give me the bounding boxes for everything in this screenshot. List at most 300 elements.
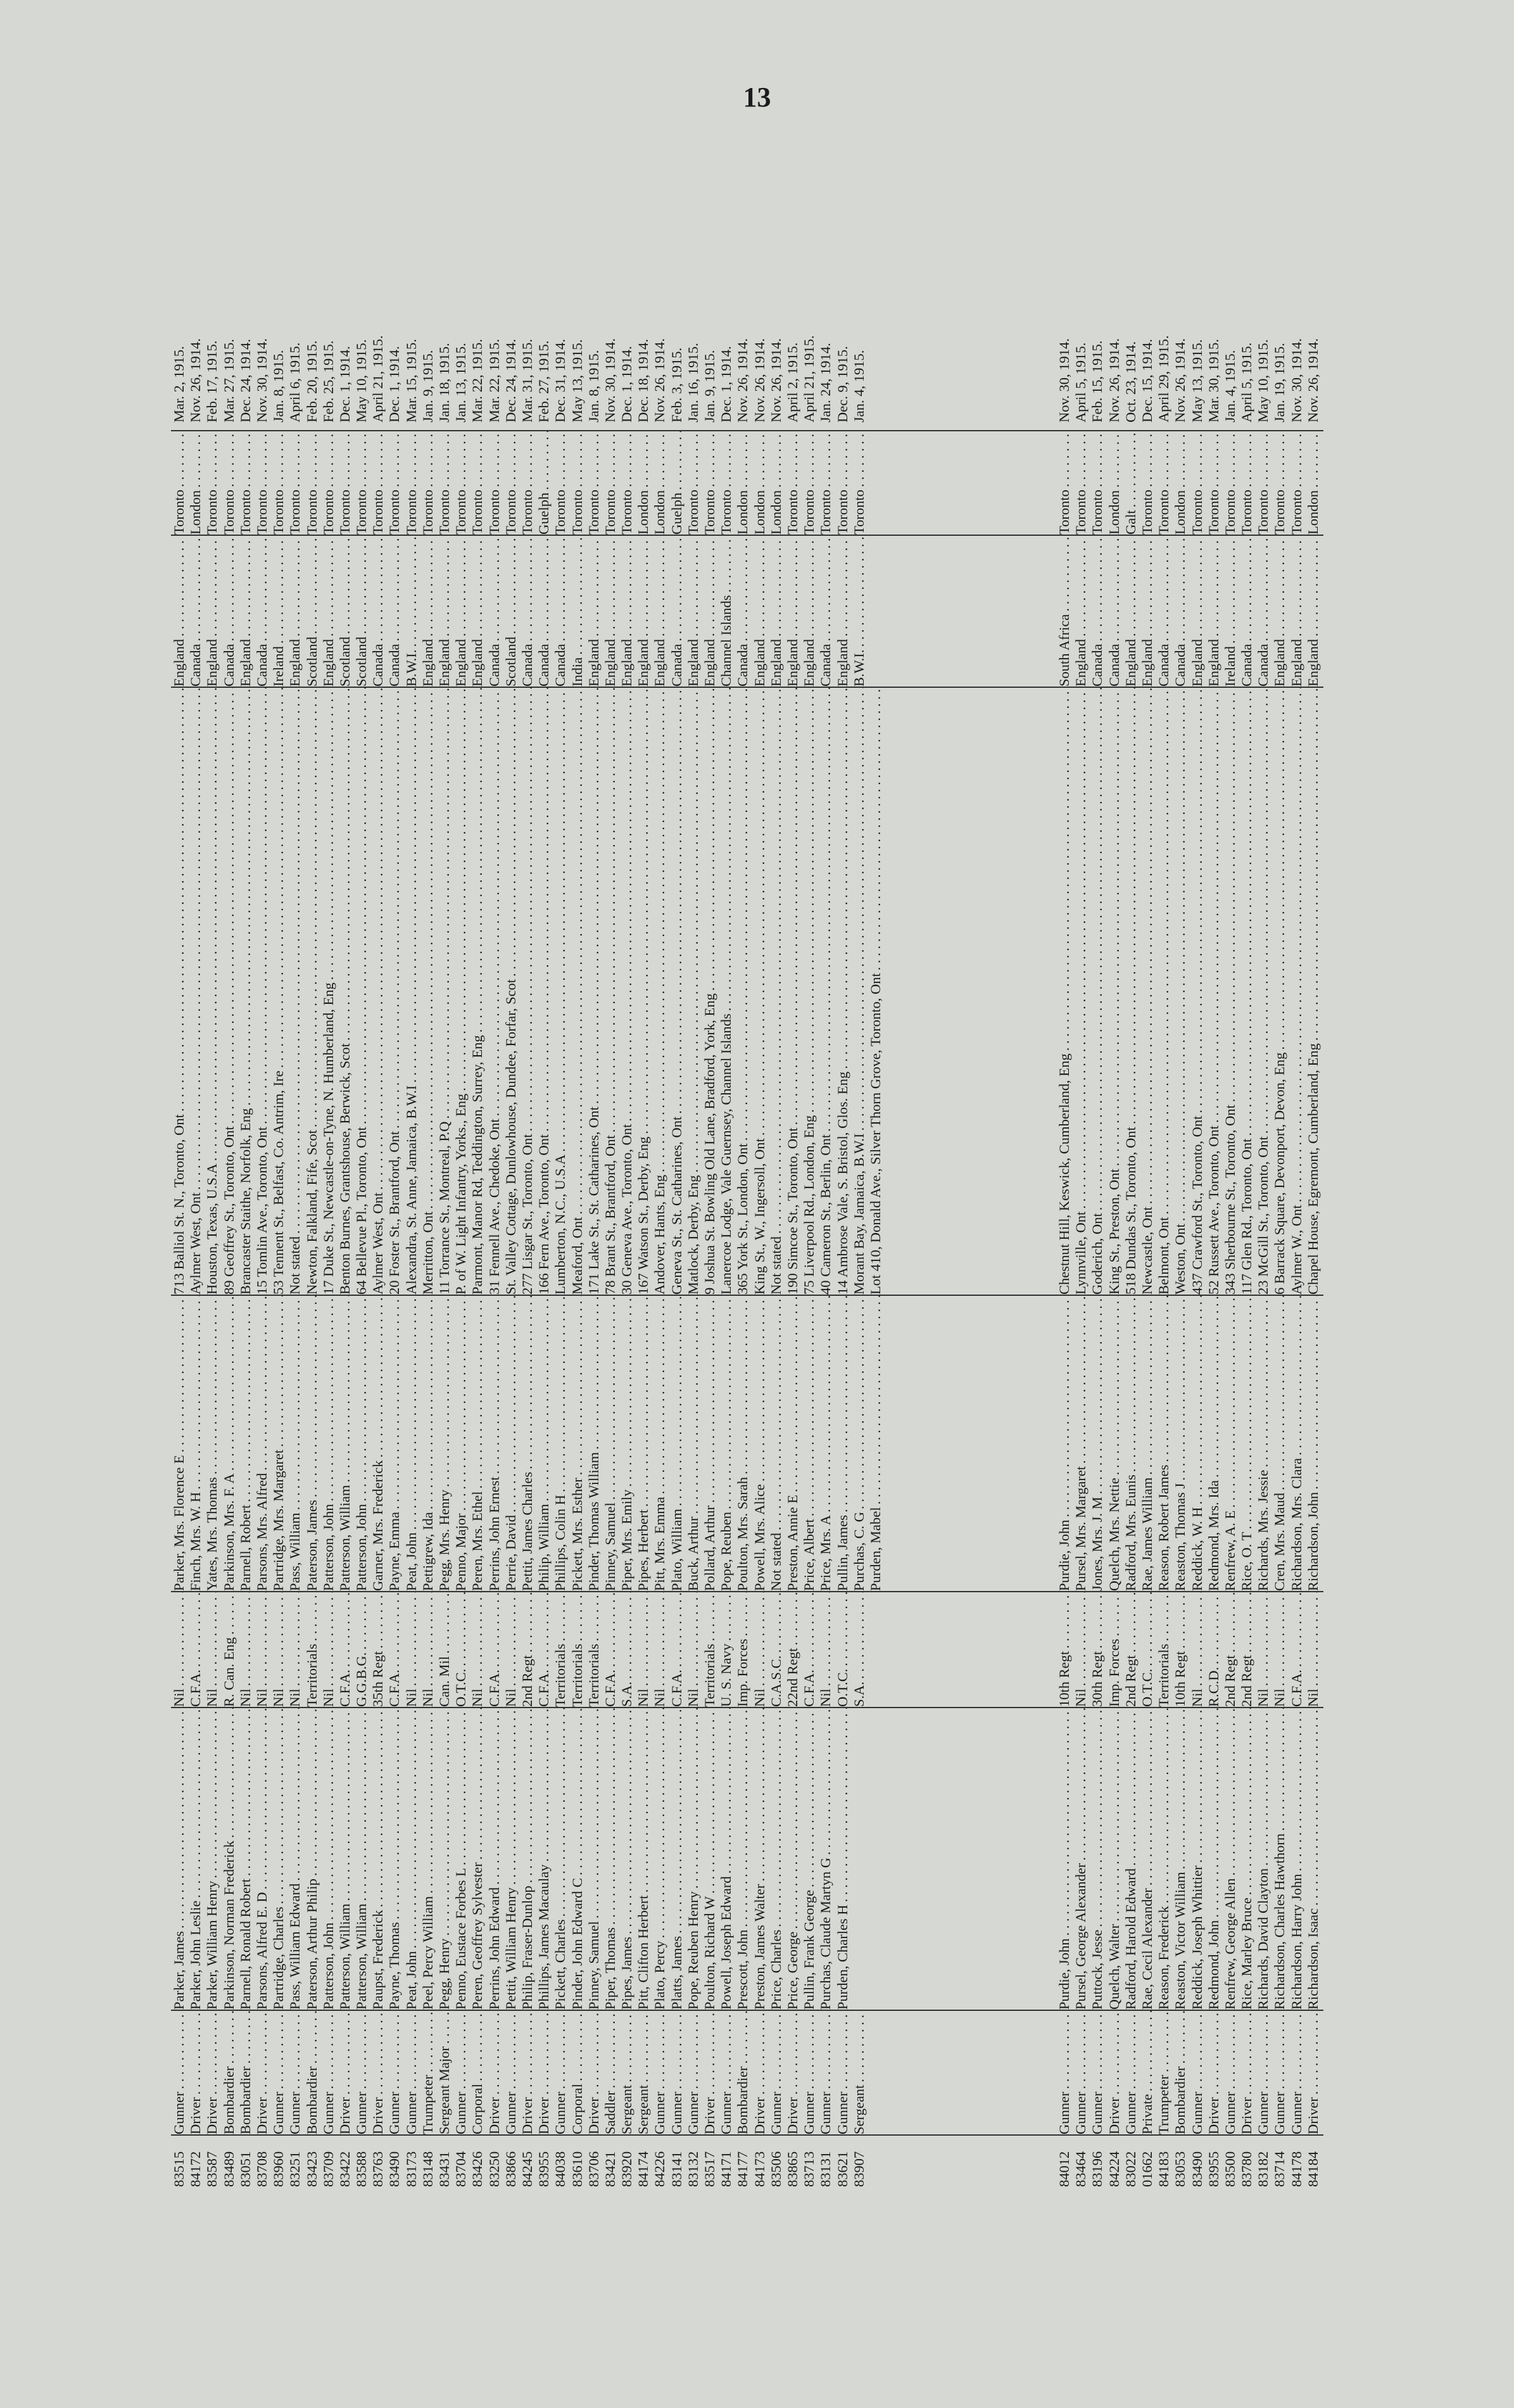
former-corps-cell: 2nd Regt . . .: [1239, 1592, 1255, 1708]
table-row: [867, 143, 884, 2188]
next-of-kin-cell: Quelch, Mrs. Nettie . . .: [1106, 1296, 1123, 1592]
country-of-birth-cell: England . . .: [1189, 536, 1206, 688]
table-row: [304, 143, 320, 2188]
place-of-enlistment-cell: Toronto . . .: [1073, 431, 1089, 536]
former-corps-cell: R.C.D. . . .: [1206, 1592, 1222, 1708]
next-of-kin-address-cell: 75 Liverpool Rd., London, Eng . . .: [801, 688, 817, 1296]
next-of-kin-address-cell: Aylmer West, Ont . . .: [370, 688, 386, 1296]
former-corps-cell: C.F.A. . . .: [602, 1592, 619, 1708]
rank-cell: Gunner . . .: [1222, 2011, 1239, 2136]
next-of-kin-address-cell: Goderich, Ont . . .: [1089, 688, 1106, 1296]
place-of-enlistment-cell: Toronto . . .: [552, 431, 569, 536]
rank-cell: Gunner . . .: [320, 2011, 337, 2136]
rank-cell: Sergeant . . .: [619, 2011, 635, 2136]
table-row: [469, 143, 486, 2188]
date-of-enlistment-cell: Feb. 17, 1915.: [204, 340, 220, 422]
country-of-birth-cell: Canada . . .: [536, 536, 552, 688]
place-of-enlistment-cell: Toronto . . .: [503, 431, 519, 536]
date-of-enlistment-cell: Dec. 9, 1915.: [834, 346, 850, 422]
soldier-name-cell: Pullin, Frank George . . .: [801, 1708, 817, 2011]
regimental-number-cell: 83251: [287, 2151, 303, 2187]
soldier-name-cell: Purdie, John . . .: [1056, 1708, 1073, 2011]
former-corps-cell: C.F.A. . . .: [669, 1592, 685, 1708]
nominal-roll-table: [171, 143, 1323, 2188]
place-of-enlistment-cell: Toronto . . .: [337, 431, 353, 536]
country-of-birth-cell: England . . .: [469, 536, 486, 688]
next-of-kin-address-cell: King St., W., Ingersoll, Ont . . .: [752, 688, 768, 1296]
rank-cell: Driver . . .: [370, 2011, 386, 2136]
place-of-enlistment-cell: Toronto . . .: [370, 431, 386, 536]
soldier-name-cell: Parkinson, Norman Frederick . . .: [221, 1708, 237, 2011]
regimental-number-cell: 83713: [801, 2151, 817, 2187]
country-of-birth-cell: England . . .: [171, 536, 187, 688]
next-of-kin-address-cell: 713 Balliol St. N., Toronto, Ont . . .: [171, 688, 187, 1296]
table-row: [1106, 143, 1123, 2188]
former-corps-cell: [867, 1592, 884, 1708]
soldier-name-cell: Pinder, John Edward C . . .: [569, 1708, 586, 2011]
next-of-kin-address-cell: Belmont, Ont . . .: [1156, 688, 1172, 1296]
former-corps-cell: Nil . . .: [1189, 1592, 1206, 1708]
table-row: [420, 143, 436, 2188]
next-of-kin-address-cell: Weston, Ont . . .: [1172, 688, 1189, 1296]
soldier-name-cell: Parnell, Ronald Robert . . .: [237, 1708, 254, 2011]
rank-cell: Gunner . . .: [270, 2011, 287, 2136]
former-corps-cell: Can. Mil . . .: [436, 1592, 453, 1708]
table-row: [237, 143, 254, 2188]
date-of-enlistment-cell: Nov. 26, 1914.: [751, 338, 767, 422]
former-corps-cell: Nil . . .: [320, 1592, 337, 1708]
date-of-enlistment-cell: Feb. 27, 1915.: [536, 340, 552, 422]
country-of-birth-cell: England . . .: [1206, 536, 1222, 688]
regimental-number-cell: 84184: [1304, 2151, 1321, 2187]
former-corps-cell: Nil . . .: [635, 1592, 652, 1708]
country-of-birth-cell: Ireland . . .: [1222, 536, 1239, 688]
next-of-kin-address-cell: Geneva St., St. Catharines, Ont . . .: [669, 688, 685, 1296]
country-of-birth-cell: England . . .: [1073, 536, 1089, 688]
regimental-number-cell: 83422: [336, 2151, 353, 2187]
next-of-kin-cell: Pope, Reuben . . .: [718, 1296, 735, 1592]
rank-cell: Corporal . . .: [469, 2011, 486, 2136]
regimental-number-cell: 83173: [403, 2151, 419, 2187]
place-of-enlistment-cell: Toronto . . .: [304, 431, 320, 536]
former-corps-cell: S.A. . . .: [619, 1592, 635, 1708]
place-of-enlistment-cell: Guelph . . .: [669, 431, 685, 536]
place-of-enlistment-cell: Toronto . . .: [436, 431, 453, 536]
column-rule: [171, 2134, 1323, 2136]
next-of-kin-address-cell: 14 Ambrose Vale, S. Bristol, Glos. Eng . . .: [835, 688, 851, 1296]
country-of-birth-cell: Channel Islands . . .: [718, 536, 735, 688]
date-of-enlistment-cell: [867, 305, 884, 431]
rank-cell: Gunner . . .: [669, 2011, 685, 2136]
next-of-kin-address-cell: 30 Geneva Ave., Toronto, Ont . . .: [619, 688, 635, 1296]
regimental-number-cell: 83708: [253, 2151, 270, 2187]
place-of-enlistment-cell: Toronto . . .: [569, 431, 586, 536]
former-corps-cell: S.A. . . .: [851, 1592, 867, 1708]
next-of-kin-address-cell: Lumberton, N.C., U.S.A . . .: [552, 688, 569, 1296]
country-of-birth-cell: England . . .: [237, 536, 254, 688]
table-row: [221, 143, 237, 2188]
date-of-enlistment-cell: Feb. 15, 1915.: [1089, 340, 1106, 422]
regimental-number-cell: 83132: [684, 2151, 701, 2187]
rank-cell: Gunner . . .: [1056, 2011, 1073, 2136]
soldier-name-cell: Parker, William Henry . . .: [204, 1708, 220, 2011]
next-of-kin-address-cell: P. of W. Light Infantry, Yorks., Eng . . .: [453, 688, 469, 1296]
next-of-kin-cell: Pickett, Mrs. Esther . . .: [569, 1296, 586, 1592]
former-corps-cell: 2nd Regt . . .: [1123, 1592, 1139, 1708]
soldier-name-cell: [867, 1708, 884, 2011]
table-row: [768, 143, 785, 2188]
former-corps-cell: Nil . . .: [403, 1592, 420, 1708]
country-of-birth-cell: Canada . . .: [370, 536, 386, 688]
regimental-number-cell: 83920: [619, 2151, 635, 2187]
next-of-kin-address-cell: Brancaster Staithe, Norfolk, Eng . . .: [237, 688, 254, 1296]
rank-cell: Gunner . . .: [552, 2011, 569, 2136]
table-row: [453, 143, 469, 2188]
next-of-kin-cell: Price, Albert . . .: [801, 1296, 817, 1592]
former-corps-cell: Territorials . . .: [1156, 1592, 1172, 1708]
country-of-birth-cell: England . . .: [453, 536, 469, 688]
next-of-kin-cell: Pinney, Samuel . . .: [602, 1296, 619, 1592]
country-of-birth-cell: Canada . . .: [1239, 536, 1255, 688]
country-of-birth-cell: England . . .: [320, 536, 337, 688]
table-row: [735, 143, 751, 2188]
former-corps-cell: U. S. Navy . . .: [718, 1592, 735, 1708]
country-of-birth-cell: Ireland . . .: [270, 536, 287, 688]
soldier-name-cell: Pursel, George Alexander . . .: [1073, 1708, 1089, 2011]
country-of-birth-cell: England . . .: [586, 536, 602, 688]
next-of-kin-address-cell: 6 Barrack Square, Devonport, Devon, Eng . . .: [1271, 688, 1288, 1296]
table-row: [270, 143, 287, 2188]
next-of-kin-cell: Peren, Mrs. Ethel . . .: [469, 1296, 486, 1592]
date-of-enlistment-cell: Nov. 30, 1914.: [1056, 338, 1072, 422]
country-of-birth-cell: England . . .: [835, 536, 851, 688]
rank-cell: Driver . . .: [1106, 2011, 1123, 2136]
next-of-kin-address-cell: Andover, Hants, Eng . . .: [652, 688, 668, 1296]
date-of-enlistment-cell: Nov. 30, 1914.: [253, 338, 270, 422]
next-of-kin-cell: Rice, O. T . . .: [1239, 1296, 1255, 1592]
next-of-kin-address-cell: Lynnville, Ont . . .: [1073, 688, 1089, 1296]
next-of-kin-cell: Perrie, David . . .: [503, 1296, 519, 1592]
former-corps-cell: C.F.A. . . .: [337, 1592, 353, 1708]
table-row: [519, 143, 536, 2188]
rank-cell: Gunner . . .: [652, 2011, 668, 2136]
date-of-enlistment-cell: Jan. 8, 1915.: [270, 350, 287, 422]
table-row: [1271, 143, 1288, 2188]
soldier-name-cell: Pettit, William Henry . . .: [503, 1708, 519, 2011]
next-of-kin-cell: Peat, John . . .: [403, 1296, 420, 1592]
rank-cell: Trumpeter . . .: [1156, 2011, 1172, 2136]
table-row: [536, 143, 552, 2188]
next-of-kin-cell: Radford, Mrs. Eunis . . .: [1123, 1296, 1139, 1592]
former-corps-cell: O.T.C. . . .: [835, 1592, 851, 1708]
soldier-name-cell: Patterson, William . . .: [353, 1708, 370, 2011]
regimental-number-cell: 83706: [585, 2151, 602, 2187]
date-of-enlistment-cell: Jan. 4, 1915.: [1221, 350, 1238, 422]
table-row: [254, 143, 270, 2188]
next-of-kin-cell: Richards, Mrs. Jessie . . .: [1255, 1296, 1271, 1592]
former-corps-cell: 2nd Regt . . .: [519, 1592, 536, 1708]
date-of-enlistment-cell: Mar. 22, 1915.: [486, 339, 502, 422]
place-of-enlistment-cell: Toronto . . .: [386, 431, 403, 536]
regimental-number-cell: 83131: [817, 2151, 834, 2187]
rank-cell: Trumpeter . . .: [420, 2011, 436, 2136]
regimental-number-cell: 84183: [1156, 2151, 1172, 2187]
rank-cell: Driver . . .: [486, 2011, 503, 2136]
country-of-birth-cell: Canada . . .: [1156, 536, 1172, 688]
soldier-name-cell: Richardson, Charles Hawthorn . . .: [1271, 1708, 1288, 2011]
soldier-name-cell: Quelch, Walter . . .: [1106, 1708, 1123, 2011]
former-corps-cell: R. Can. Eng . . .: [221, 1592, 237, 1708]
place-of-enlistment-cell: London . . .: [652, 431, 668, 536]
next-of-kin-address-cell: 89 Geoffrey St., Toronto, Ont . . .: [221, 688, 237, 1296]
next-of-kin-cell: Richardson, John . . .: [1305, 1296, 1322, 1592]
soldier-name-cell: Philip, Fraser-Dunlop . . .: [519, 1708, 536, 2011]
page-number: 13: [743, 82, 771, 113]
table-row: [702, 143, 718, 2188]
regimental-number-cell: 83022: [1122, 2151, 1139, 2187]
regimental-number-cell: 83866: [502, 2151, 519, 2187]
next-of-kin-address-cell: 53 Tennent St., Belfast, Co. Antrim, Ire . . .: [270, 688, 287, 1296]
soldier-name-cell: Preston, James Walter . . .: [752, 1708, 768, 2011]
table-row: [1089, 143, 1106, 2188]
rank-cell: Private . . .: [1139, 2011, 1156, 2136]
next-of-kin-cell: Reddick, W. H . . .: [1189, 1296, 1206, 1592]
soldier-name-cell: Perrins, John Edward . . .: [486, 1708, 503, 2011]
table-row: [652, 143, 668, 2188]
regimental-number-cell: 84177: [735, 2151, 751, 2187]
next-of-kin-address-cell: Lanercoe Lodge, Vale Guernsey, Channel Islands . . .: [718, 688, 735, 1296]
column-rule: [171, 1295, 1323, 1296]
next-of-kin-address-cell: 117 Glen Rd., Toronto, Ont . . .: [1239, 688, 1255, 1296]
rank-cell: Driver . . .: [536, 2011, 552, 2136]
regimental-number-cell: 83489: [220, 2151, 237, 2187]
table-row: [486, 143, 503, 2188]
date-of-enlistment-cell: Oct. 23, 1914.: [1122, 341, 1139, 422]
country-of-birth-cell: England . . .: [436, 536, 453, 688]
country-of-birth-cell: England . . .: [1271, 536, 1288, 688]
soldier-name-cell: Pegg, Henry . . .: [436, 1708, 453, 2011]
date-of-enlistment-cell: Dec. 24, 1914.: [237, 339, 253, 422]
date-of-enlistment-cell: Mar. 31, 1915.: [519, 339, 535, 422]
table-row: [1289, 143, 1305, 2188]
rank-cell: Gunner . . .: [287, 2011, 303, 2136]
rank-cell: Driver . . .: [1206, 2011, 1222, 2136]
next-of-kin-address-cell: Chestnut Hill, Keswick, Cumberland, Eng . . .: [1056, 688, 1073, 1296]
table-row: [801, 143, 817, 2188]
table-row: [817, 143, 834, 2188]
date-of-enlistment-cell: Dec. 1, 1914.: [336, 346, 353, 422]
soldier-name-cell: Richardson, Isaac . . .: [1305, 1708, 1322, 2011]
regimental-number-cell: 83709: [320, 2151, 336, 2187]
former-corps-cell: 22nd Regt . . .: [785, 1592, 801, 1708]
regimental-number-cell: 84245: [519, 2151, 535, 2187]
next-of-kin-cell: Pursel, Mrs. Margaret . . .: [1073, 1296, 1089, 1592]
regimental-number-cell: 83421: [602, 2151, 618, 2187]
table-row: [1056, 143, 1073, 2188]
column-rule: [171, 1707, 1323, 1708]
rank-cell: Driver . . .: [785, 2011, 801, 2136]
soldier-name-cell: Powell, Joseph Edward . . .: [718, 1708, 735, 2011]
next-of-kin-cell: Parker, Mrs. Florence E . . .: [171, 1296, 187, 1592]
former-corps-cell: C.F.A. . . .: [187, 1592, 204, 1708]
table-row: [835, 143, 851, 2188]
place-of-enlistment-cell: London . . .: [768, 431, 785, 536]
next-of-kin-cell: Pinder, Thomas William . . .: [586, 1296, 602, 1592]
former-corps-cell: Territorials . . .: [569, 1592, 586, 1708]
place-of-enlistment-cell: Toronto . . .: [619, 431, 635, 536]
column-rule: [171, 535, 1323, 536]
country-of-birth-cell: Canada . . .: [1106, 536, 1123, 688]
date-of-enlistment-cell: Nov. 26, 1914.: [652, 338, 668, 422]
rank-cell: Driver . . .: [1305, 2011, 1322, 2136]
rank-cell: Bombardier . . .: [221, 2011, 237, 2136]
former-corps-cell: Nil . . .: [287, 1592, 303, 1708]
rank-cell: Gunner . . .: [1089, 2011, 1106, 2136]
table-row: [1206, 143, 1222, 2188]
place-of-enlistment-cell: Toronto . . .: [851, 431, 867, 536]
regimental-number-cell: 83907: [850, 2151, 867, 2187]
former-corps-cell: Nil . . .: [1271, 1592, 1288, 1708]
table-row: [1139, 143, 1156, 2188]
next-of-kin-cell: Parsons, Mrs. Alfred . . .: [254, 1296, 270, 1592]
column-rule: [171, 1591, 1323, 1592]
date-of-enlistment-cell: April 5, 1915.: [1073, 342, 1089, 422]
next-of-kin-cell: Pass, William . . .: [287, 1296, 303, 1592]
rank-cell: [867, 2011, 884, 2136]
place-of-enlistment-cell: Toronto . . .: [817, 431, 834, 536]
place-of-enlistment-cell: Toronto . . .: [486, 431, 503, 536]
place-of-enlistment-cell: London . . .: [752, 431, 768, 536]
table-row: [1222, 143, 1239, 2188]
rank-cell: Gunner . . .: [1255, 2011, 1271, 2136]
place-of-enlistment-cell: London . . .: [635, 431, 652, 536]
soldier-name-cell: Patterson, John . . .: [320, 1708, 337, 2011]
next-of-kin-address-cell: Matlock, Derby, Eng . . .: [685, 688, 702, 1296]
next-of-kin-address-cell: Merritton, Ont . . .: [420, 688, 436, 1296]
rank-cell: Gunner . . .: [453, 2011, 469, 2136]
regimental-number-cell: 83506: [767, 2151, 784, 2187]
table-row: [851, 143, 867, 2188]
table-row: [1156, 143, 1172, 2188]
date-of-enlistment-cell: Nov. 26, 1914.: [735, 338, 751, 422]
regimental-number-cell: 83588: [353, 2151, 370, 2187]
next-of-kin-address-cell: Not stated . . .: [287, 688, 303, 1296]
soldier-name-cell: Peren, Geoffrey Sylvester . . .: [469, 1708, 486, 2011]
former-corps-cell: Nil . . .: [1305, 1592, 1322, 1708]
next-of-kin-address-cell: 17 Duke St., Newcastle-on-Tyne, N. Humberland, Eng . . .: [320, 688, 337, 1296]
next-of-kin-address-cell: Houston, Texas, U.S.A . . .: [204, 688, 220, 1296]
former-corps-cell: Territorials . . .: [304, 1592, 320, 1708]
country-of-birth-cell: England . . .: [752, 536, 768, 688]
country-of-birth-cell: England . . .: [420, 536, 436, 688]
place-of-enlistment-cell: Toronto . . .: [1271, 431, 1288, 536]
country-of-birth-cell: Canada . . .: [519, 536, 536, 688]
place-of-enlistment-cell: Toronto . . .: [204, 431, 220, 536]
next-of-kin-address-cell: 23 McGill St., Toronto, Ont . . .: [1255, 688, 1271, 1296]
next-of-kin-cell: Partridge, Mrs. Margaret . . .: [270, 1296, 287, 1592]
place-of-enlistment-cell: Toronto . . .: [519, 431, 536, 536]
next-of-kin-address-cell: Newcastle, Ont . . .: [1139, 688, 1156, 1296]
table-row: [1305, 143, 1322, 2188]
rank-cell: Gunner . . .: [1073, 2011, 1089, 2136]
table-row: [602, 143, 619, 2188]
place-of-enlistment-cell: Toronto . . .: [1139, 431, 1156, 536]
date-of-enlistment-cell: Jan. 4, 1915.: [850, 350, 867, 422]
date-of-enlistment-cell: Dec. 18, 1914.: [635, 339, 652, 422]
next-of-kin-address-cell: 64 Bellevue Pl., Toronto, Ont . . .: [353, 688, 370, 1296]
next-of-kin-address-cell: Alexandra, St. Anne, Jamaica, B.W.I . . .: [403, 688, 420, 1296]
next-of-kin-address-cell: 52 Russett Ave., Toronto, Ont . . .: [1206, 688, 1222, 1296]
next-of-kin-address-cell: 518 Dundas St., Toronto, Ont . . .: [1123, 688, 1139, 1296]
place-of-enlistment-cell: London . . .: [1305, 431, 1322, 536]
next-of-kin-cell: Garner, Mrs. Frederick . . .: [370, 1296, 386, 1592]
country-of-birth-cell: Canada . . .: [254, 536, 270, 688]
country-of-birth-cell: Canada . . .: [735, 536, 751, 688]
country-of-birth-cell: England . . .: [1139, 536, 1156, 688]
rank-cell: Gunner . . .: [386, 2011, 403, 2136]
next-of-kin-cell: Perrins, John Ernest . . .: [486, 1296, 503, 1592]
place-of-enlistment-cell: London . . .: [187, 431, 204, 536]
table-row: [337, 143, 353, 2188]
table-row: [386, 143, 403, 2188]
regimental-number-cell: 83500: [1221, 2151, 1238, 2187]
date-of-enlistment-cell: April 6, 1915.: [287, 342, 303, 422]
rank-cell: Gunner . . .: [768, 2011, 785, 2136]
date-of-enlistment-cell: Jan. 24, 1914.: [817, 343, 834, 422]
regimental-number-cell: 83490: [386, 2151, 403, 2187]
soldier-name-cell: Radford, Harold Edward . . .: [1123, 1708, 1139, 2011]
table-row: [718, 143, 735, 2188]
date-of-enlistment-cell: Mar. 30, 1915.: [1205, 339, 1221, 422]
column-rule: [171, 2010, 1323, 2011]
soldier-name-cell: Renfrew, George Allen . . .: [1222, 1708, 1239, 2011]
country-of-birth-cell: England . . .: [1289, 536, 1305, 688]
regimental-number-cell: 83714: [1271, 2151, 1288, 2187]
former-corps-cell: Nil . . .: [817, 1592, 834, 1708]
place-of-enlistment-cell: Toronto . . .: [1156, 431, 1172, 536]
next-of-kin-cell: Cren, Mrs. Maud . . .: [1271, 1296, 1288, 1592]
place-of-enlistment-cell: Toronto . . .: [320, 431, 337, 536]
place-of-enlistment-cell: Toronto . . .: [453, 431, 469, 536]
next-of-kin-cell: Pegg, Mrs. Henry . . .: [436, 1296, 453, 1592]
rank-cell: Sergeant . . .: [851, 2011, 867, 2136]
rank-cell: Gunner . . .: [1123, 2011, 1139, 2136]
country-of-birth-cell: Scotland . . .: [304, 536, 320, 688]
next-of-kin-address-cell: 437 Crawford St., Toronto, Ont . . .: [1189, 688, 1206, 1296]
soldier-name-cell: Purchas, Claude Martyn G . . .: [817, 1708, 834, 2011]
place-of-enlistment-cell: Toronto . . .: [1056, 431, 1073, 536]
next-of-kin-address-cell: 78 Brant St., Brantford, Ont . . .: [602, 688, 619, 1296]
country-of-birth-cell: Canada . . .: [386, 536, 403, 688]
former-corps-cell: 2nd Regt . . .: [1222, 1592, 1239, 1708]
next-of-kin-address-cell: 40 Cameron St., Berlin, Ont . . .: [817, 688, 834, 1296]
regimental-number-cell: 83250: [486, 2151, 502, 2187]
next-of-kin-cell: Patterson, John . . .: [353, 1296, 370, 1592]
date-of-enlistment-cell: May 10, 1915.: [353, 339, 370, 422]
date-of-enlistment-cell: April 5, 1915.: [1239, 342, 1255, 422]
country-of-birth-cell: Scotland . . .: [503, 536, 519, 688]
rank-cell: Bombardier . . .: [237, 2011, 254, 2136]
former-corps-cell: C.A.S.C. . . .: [768, 1592, 785, 1708]
place-of-enlistment-cell: Toronto . . .: [685, 431, 702, 536]
country-of-birth-cell: England . . .: [204, 536, 220, 688]
next-of-kin-address-cell: 171 Lake St., St. Catharines, Ont . . .: [586, 688, 602, 1296]
next-of-kin-cell: Parkinson, Mrs. F. A . . .: [221, 1296, 237, 1592]
table-row: [353, 143, 370, 2188]
country-of-birth-cell: B.W.I. . . .: [851, 536, 867, 688]
place-of-enlistment-cell: Toronto . . .: [1089, 431, 1106, 536]
regimental-number-cell: 83431: [436, 2151, 452, 2187]
